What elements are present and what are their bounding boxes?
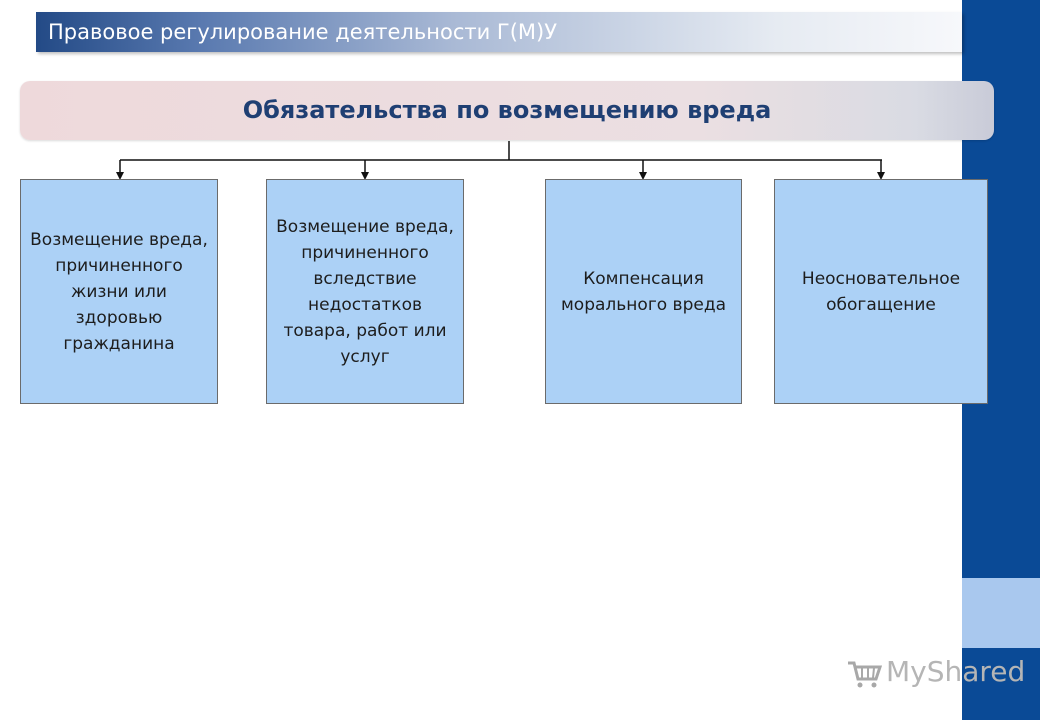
category-label: Возмещение вреда, причиненного жизни или здоровью гражданина [30, 229, 208, 354]
category-box-moral-damage [545, 179, 742, 404]
category-label: Возмещение вреда, причиненного вследствие недостатков товара, работ или услуг [276, 216, 454, 367]
category-box-life-health [20, 179, 218, 404]
main-title: Обязательства по возмещению вреда [242, 96, 772, 124]
category-box-goods-defects [266, 179, 464, 404]
watermark-logo [846, 655, 1026, 695]
category-box-unjust-enrichment [774, 179, 988, 404]
watermark-text: MyShared [886, 655, 1026, 688]
shopping-cart-icon [846, 659, 882, 689]
category-label: Компенсация морального вреда [560, 268, 726, 315]
slide-header-title: Правовое регулирование деятельности Г(М)У [48, 20, 558, 44]
category-label: Неосновательное обогащение [801, 268, 961, 315]
